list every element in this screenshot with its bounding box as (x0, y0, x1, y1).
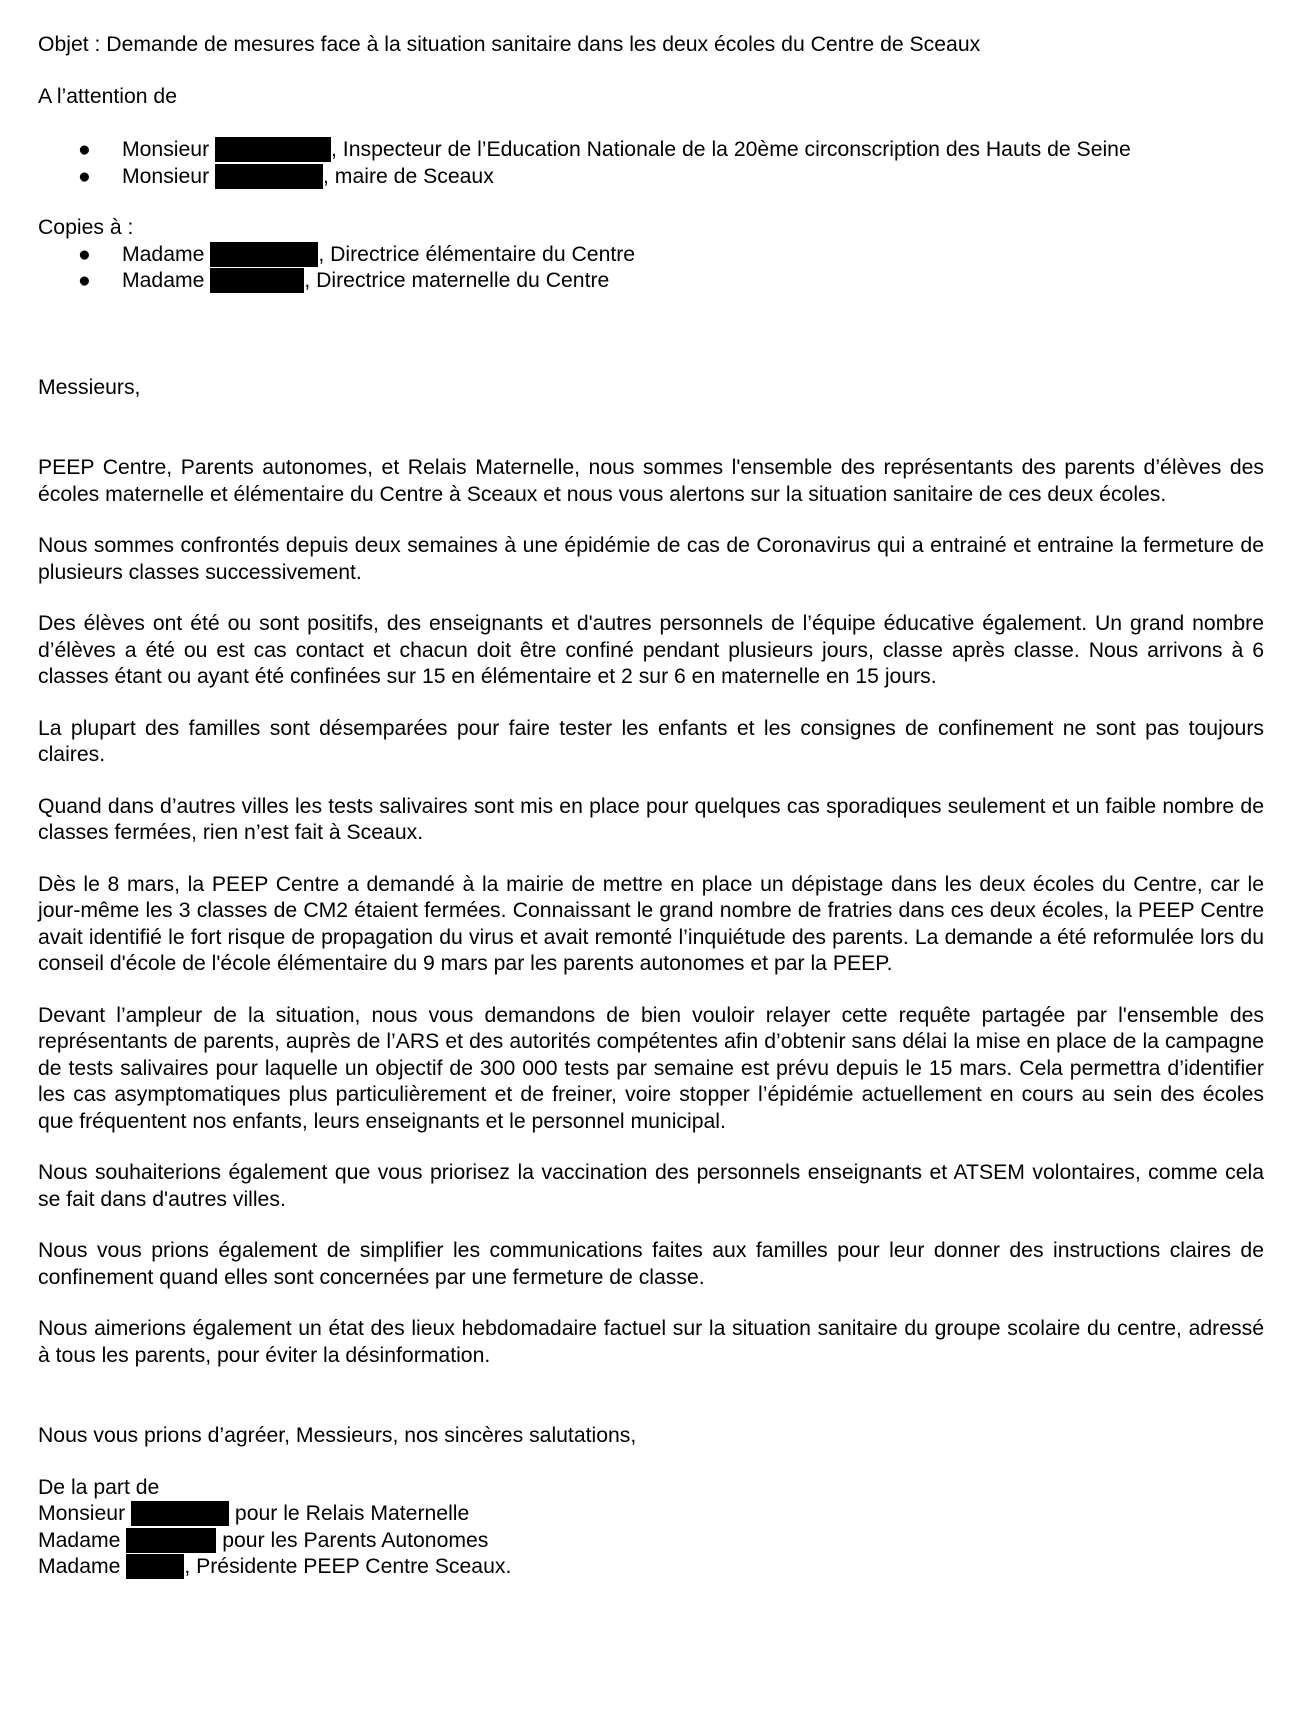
body-paragraph: Nous aimerions également un état des lieux hebdomadaire factuel sur la situation sanitaire du groupe scolaire du centre, adressé à tous les parents, pour éviter la désinformation. (38, 1317, 1264, 1367)
signatory-title: Monsieur (38, 1502, 126, 1525)
signatory-role: pour les Parents Autonomes (222, 1528, 489, 1552)
copy-role: , Directrice élémentaire du Centre (318, 242, 636, 266)
body-paragraph: Nous souhaiterions également que vous priorisez la vaccination des personnels enseignants et ATSEM volontaires, comme cela se fait dans d'autres villes. (38, 1161, 1264, 1211)
signatory-role: pour le Relais Maternelle (234, 1502, 470, 1525)
body-paragraph: Nous sommes confrontés depuis deux semaines à une épidémie de cas de Coronavirus qui a entrainé et entraine la fermeture de plusieurs classes successivement. (38, 534, 1264, 584)
body-paragraph: Devant l’ampleur de la situation, nous vous demandons de bien vouloir relayer cette requête partagée par l'ensemble des représentants de parents, auprès de l’ARS et des autorités compétentes afin d’obtenir sans délai la mise en place de la campagne de tests salivaires pour laquelle un objectif de 300 000 tests par semaine est prévu depuis le 15 mars. Cela permettra d’identifier les cas asymptomatiques plus particulièrement et de freiner, voire stopper l’épidémie actuellement en cours au sein des écoles que fréquentent nos enfants, leurs enseignants et le personnel municipal. (38, 1003, 1264, 1133)
bullet-icon: ● (78, 269, 91, 292)
bullet-icon: ● (78, 138, 91, 161)
recipient-role: , maire de Sceaux (323, 164, 494, 188)
closing-line: Nous vous prions d’agréer, Messieurs, nos sincères salutations, (38, 1424, 637, 1447)
copy-role: , Directrice maternelle du Centre (304, 269, 610, 292)
recipient-title: Monsieur (122, 164, 210, 188)
redaction-bar (126, 1528, 216, 1553)
from-label: De la part de (38, 1475, 160, 1499)
salutation: Messieurs, (38, 375, 141, 399)
bullet-icon: ● (78, 242, 91, 266)
redaction-bar (210, 268, 304, 293)
redaction-bar (131, 1501, 229, 1526)
subject-line: Objet : Demande de mesures face à la situation sanitaire dans les deux écoles du Centre de Sceaux (38, 33, 981, 56)
signatory-line (38, 1554, 1264, 1581)
copy-title: Madame (122, 242, 205, 266)
body-paragraph: PEEP Centre, Parents autonomes, et Relais Maternelle, nous sommes l'ensemble des représentants des parents d’élèves des écoles maternelle et élémentaire du Centre à Sceaux et nous vous alertons sur la situation sanitaire de ces deux écoles. (38, 456, 1264, 506)
copy-item (38, 268, 1264, 295)
copy-item (38, 242, 1264, 269)
signatory-role: , Présidente PEEP Centre Sceaux. (184, 1555, 512, 1578)
body-paragraph: Dès le 8 mars, la PEEP Centre a demandé à la mairie de mettre en place un dépistage dans les deux écoles du Centre, car le jour-même les 3 classes de CM2 étaient fermées. Connaissant le grand nombre de fratries dans ces deux écoles, la PEEP Centre avait identifié le fort risque de propagation du virus et avait remonté l’inquiétude des parents. La demande a été reformulée lors du conseil d'école de l'école élémentaire du 9 mars par les parents autonomes et par la PEEP. (38, 872, 1264, 975)
recipient-role: , Inspecteur de l’Education Nationale de la 20ème circonscription des Hauts de Seine (331, 138, 1131, 161)
redaction-bar (215, 164, 323, 189)
attention-label: A l’attention de (38, 84, 178, 108)
recipients-list (38, 137, 1264, 190)
body-paragraph: La plupart des familles sont désemparées pour faire tester les enfants et les consignes de confinement ne sont pas toujours claires. (38, 716, 1264, 766)
copies-label: Copies à : (38, 216, 134, 239)
redaction-bar (215, 137, 331, 162)
body-paragraph: Nous vous prions également de simplifier les communications faites aux familles pour leur donner des instructions claires de confinement quand elles sont concernées par une fermeture de classe. (38, 1239, 1264, 1289)
recipient-item (38, 164, 1264, 191)
body-paragraph: Des élèves ont été ou sont positifs, des enseignants et d'autres personnels de l’équipe éducative également. Un grand nombre d’élèves a été ou est cas contact et chacun doit être confiné pendant plusieurs jours, classe après classe. Nous arrivons à 6 classes étant ou ayant été confinées sur 15 en élémentaire et 2 sur 6 en maternelle en 15 jours. (38, 612, 1264, 688)
copy-title: Madame (122, 269, 205, 292)
redaction-bar (210, 242, 318, 267)
recipient-title: Monsieur (122, 138, 210, 161)
signatory-line (38, 1528, 1264, 1555)
signatory-title: Madame (38, 1528, 121, 1552)
redaction-bar (126, 1554, 184, 1579)
bullet-icon: ● (78, 164, 91, 188)
body-paragraph: Quand dans d’autres villes les tests salivaires sont mis en place pour quelques cas sporadiques seulement et un faible nombre de classes fermées, rien n’est fait à Sceaux. (38, 794, 1264, 844)
letter-page (38, 32, 1264, 1581)
recipient-item (38, 137, 1264, 164)
copies-list (38, 242, 1264, 295)
signatory-line (38, 1501, 1264, 1528)
signatory-title: Madame (38, 1555, 121, 1578)
